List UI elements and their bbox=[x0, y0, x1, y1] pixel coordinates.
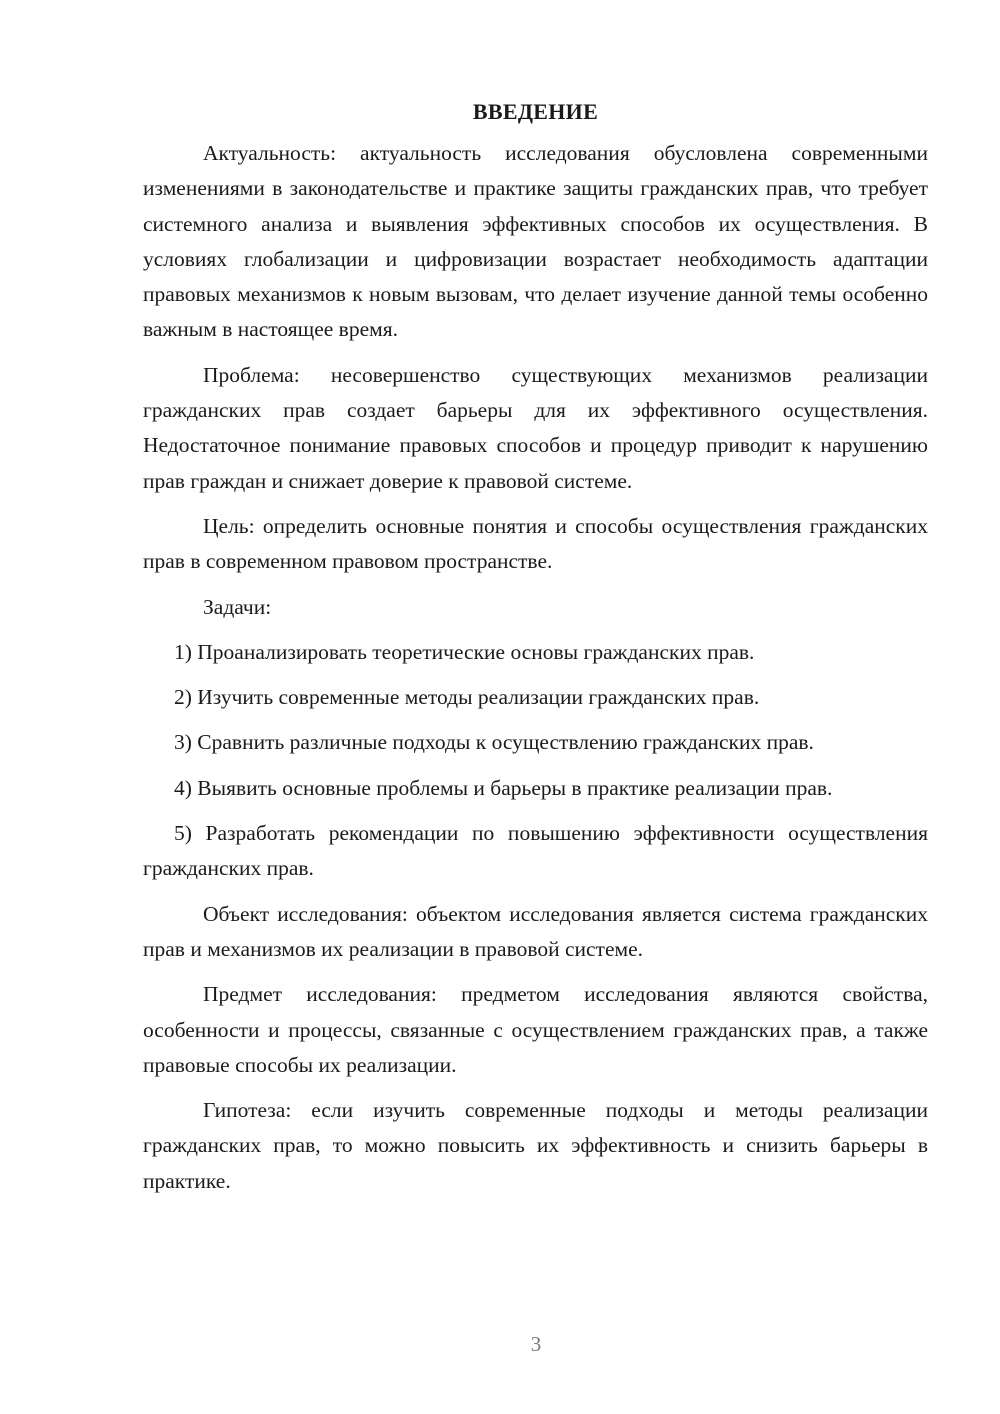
list-item: 3) Сравнить различные подходы к осуществлению гражданских прав. bbox=[174, 730, 814, 755]
paragraph-hypothesis: Гипотеза: если изучить современные подходы и методы реализации гражданских прав, то можно повысить их эффективность и снизить барьеры в практике. bbox=[143, 1098, 928, 1193]
paragraph-goal: Цель: определить основные понятия и способы осуществления гражданских прав в современном правовом пространстве. bbox=[143, 513, 928, 574]
list-item: 4) Выявить основные проблемы и барьеры в практике реализации прав. bbox=[174, 775, 833, 800]
page-content bbox=[143, 94, 928, 1209]
list-item: 2) Изучить современные методы реализации гражданских прав. bbox=[174, 685, 760, 710]
paragraph-object: Объект исследования: объектом исследования является система гражданских прав и механизмов их реализации в правовой системе. bbox=[143, 901, 928, 961]
tasks-heading: Задачи: bbox=[203, 594, 272, 619]
paragraph-problem: Проблема: несовершенство существующих механизмов реализации гражданских прав создает барьеры для их эффективного осуществления. Недостаточное понимание правовых способов и процедур приводит к нарушению прав граждан и снижает доверие к правовой системе. bbox=[143, 362, 928, 493]
list-item: 1) Проанализировать теоретические основы гражданских прав. bbox=[174, 639, 755, 664]
page-title: ВВЕДЕНИЕ bbox=[472, 99, 599, 124]
page-number: 3 bbox=[530, 1332, 542, 1356]
paragraph-subject: Предмет исследования: предметом исследования являются свойства, особенности и процессы, связанные с осуществлением гражданских прав, а также правовые способы их реализации. bbox=[143, 982, 928, 1077]
tasks-list bbox=[143, 635, 928, 887]
list-item: 5) Разработать рекомендации по повышению эффективности осуществления гражданских прав. bbox=[143, 821, 928, 881]
paragraph-relevance: Актуальность: актуальность исследования обусловлена современными изменениями в законодательстве и практике защиты гражданских прав, что требует системного анализа и выявления эффективных способов их осуществления. В условиях глобализации и цифровизации возрастает необходимость адаптации правовых механизмов к новым вызовам, что делает изучение данной темы особенно важным в настоящее время. bbox=[143, 141, 928, 342]
